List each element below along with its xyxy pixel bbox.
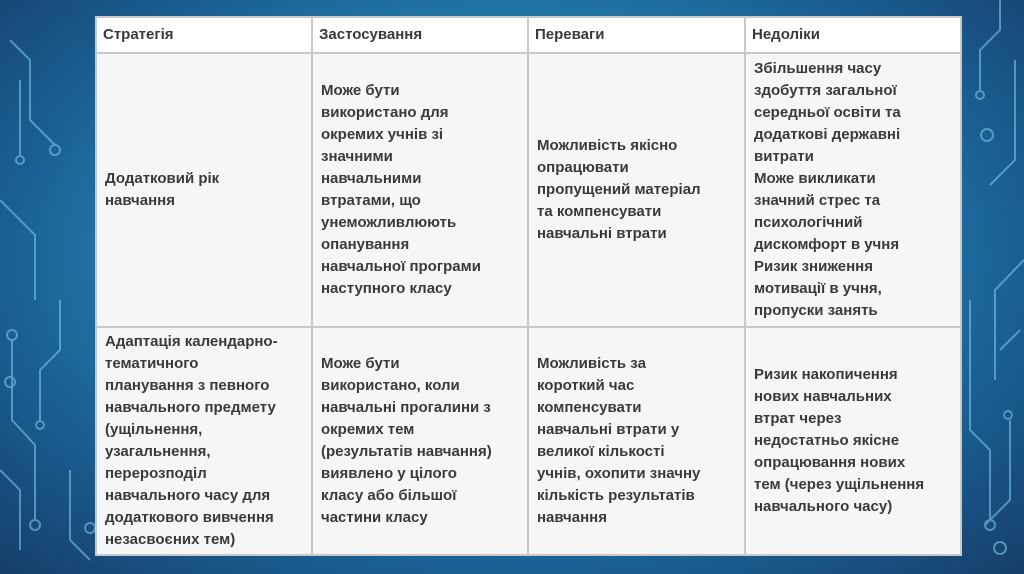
header-disadvantages: Недоліки (745, 17, 961, 53)
table-row (96, 53, 961, 327)
header-strategy: Стратегія (96, 17, 312, 53)
header-application: Застосування (312, 17, 528, 53)
cell-disadvantages: Ризик накопичення нових навчальних втрат через недостатньо якісне опрацювання нових тем (через ущільнення навчального часу) (745, 327, 961, 555)
cell-application: Може бути використано, коли навчальні прогалини з окремих тем (результатів навчання) виявлено у цілого класу або більшої частини класу (312, 327, 528, 555)
cell-advantages: Можливість за короткий час компенсувати навчальні втрати у великої кількості учнів, охопити значну кількість результатів навчання (528, 327, 745, 555)
cell-disadvantages: Збільшення часу здобуття загальної середньої освіти та додаткові державні витрати Може викликати значний стрес та психологічний дискомфорт в учня Ризик зниження мотивації в учня, пропуски занять (745, 53, 961, 327)
cell-application: Може бути використано для окремих учнів зі значними навчальними втратами, що унеможливлюють опанування навчальної програми наступного класу (312, 53, 528, 327)
header-advantages: Переваги (528, 17, 745, 53)
table-row (96, 327, 961, 555)
cell-strategy: Адаптація календарно- тематичного планування з певного навчального предмету (ущільнення, узагальнення, перерозподіл навчального часу для додаткового вивчення незасвоєних тем) (96, 327, 312, 555)
strategy-table (95, 16, 962, 556)
table-header-row (96, 17, 961, 53)
cell-advantages: Можливість якісно опрацювати пропущений матеріал та компенсувати навчальні втрати (528, 53, 745, 327)
cell-strategy: Додатковий рік навчання (96, 53, 312, 327)
